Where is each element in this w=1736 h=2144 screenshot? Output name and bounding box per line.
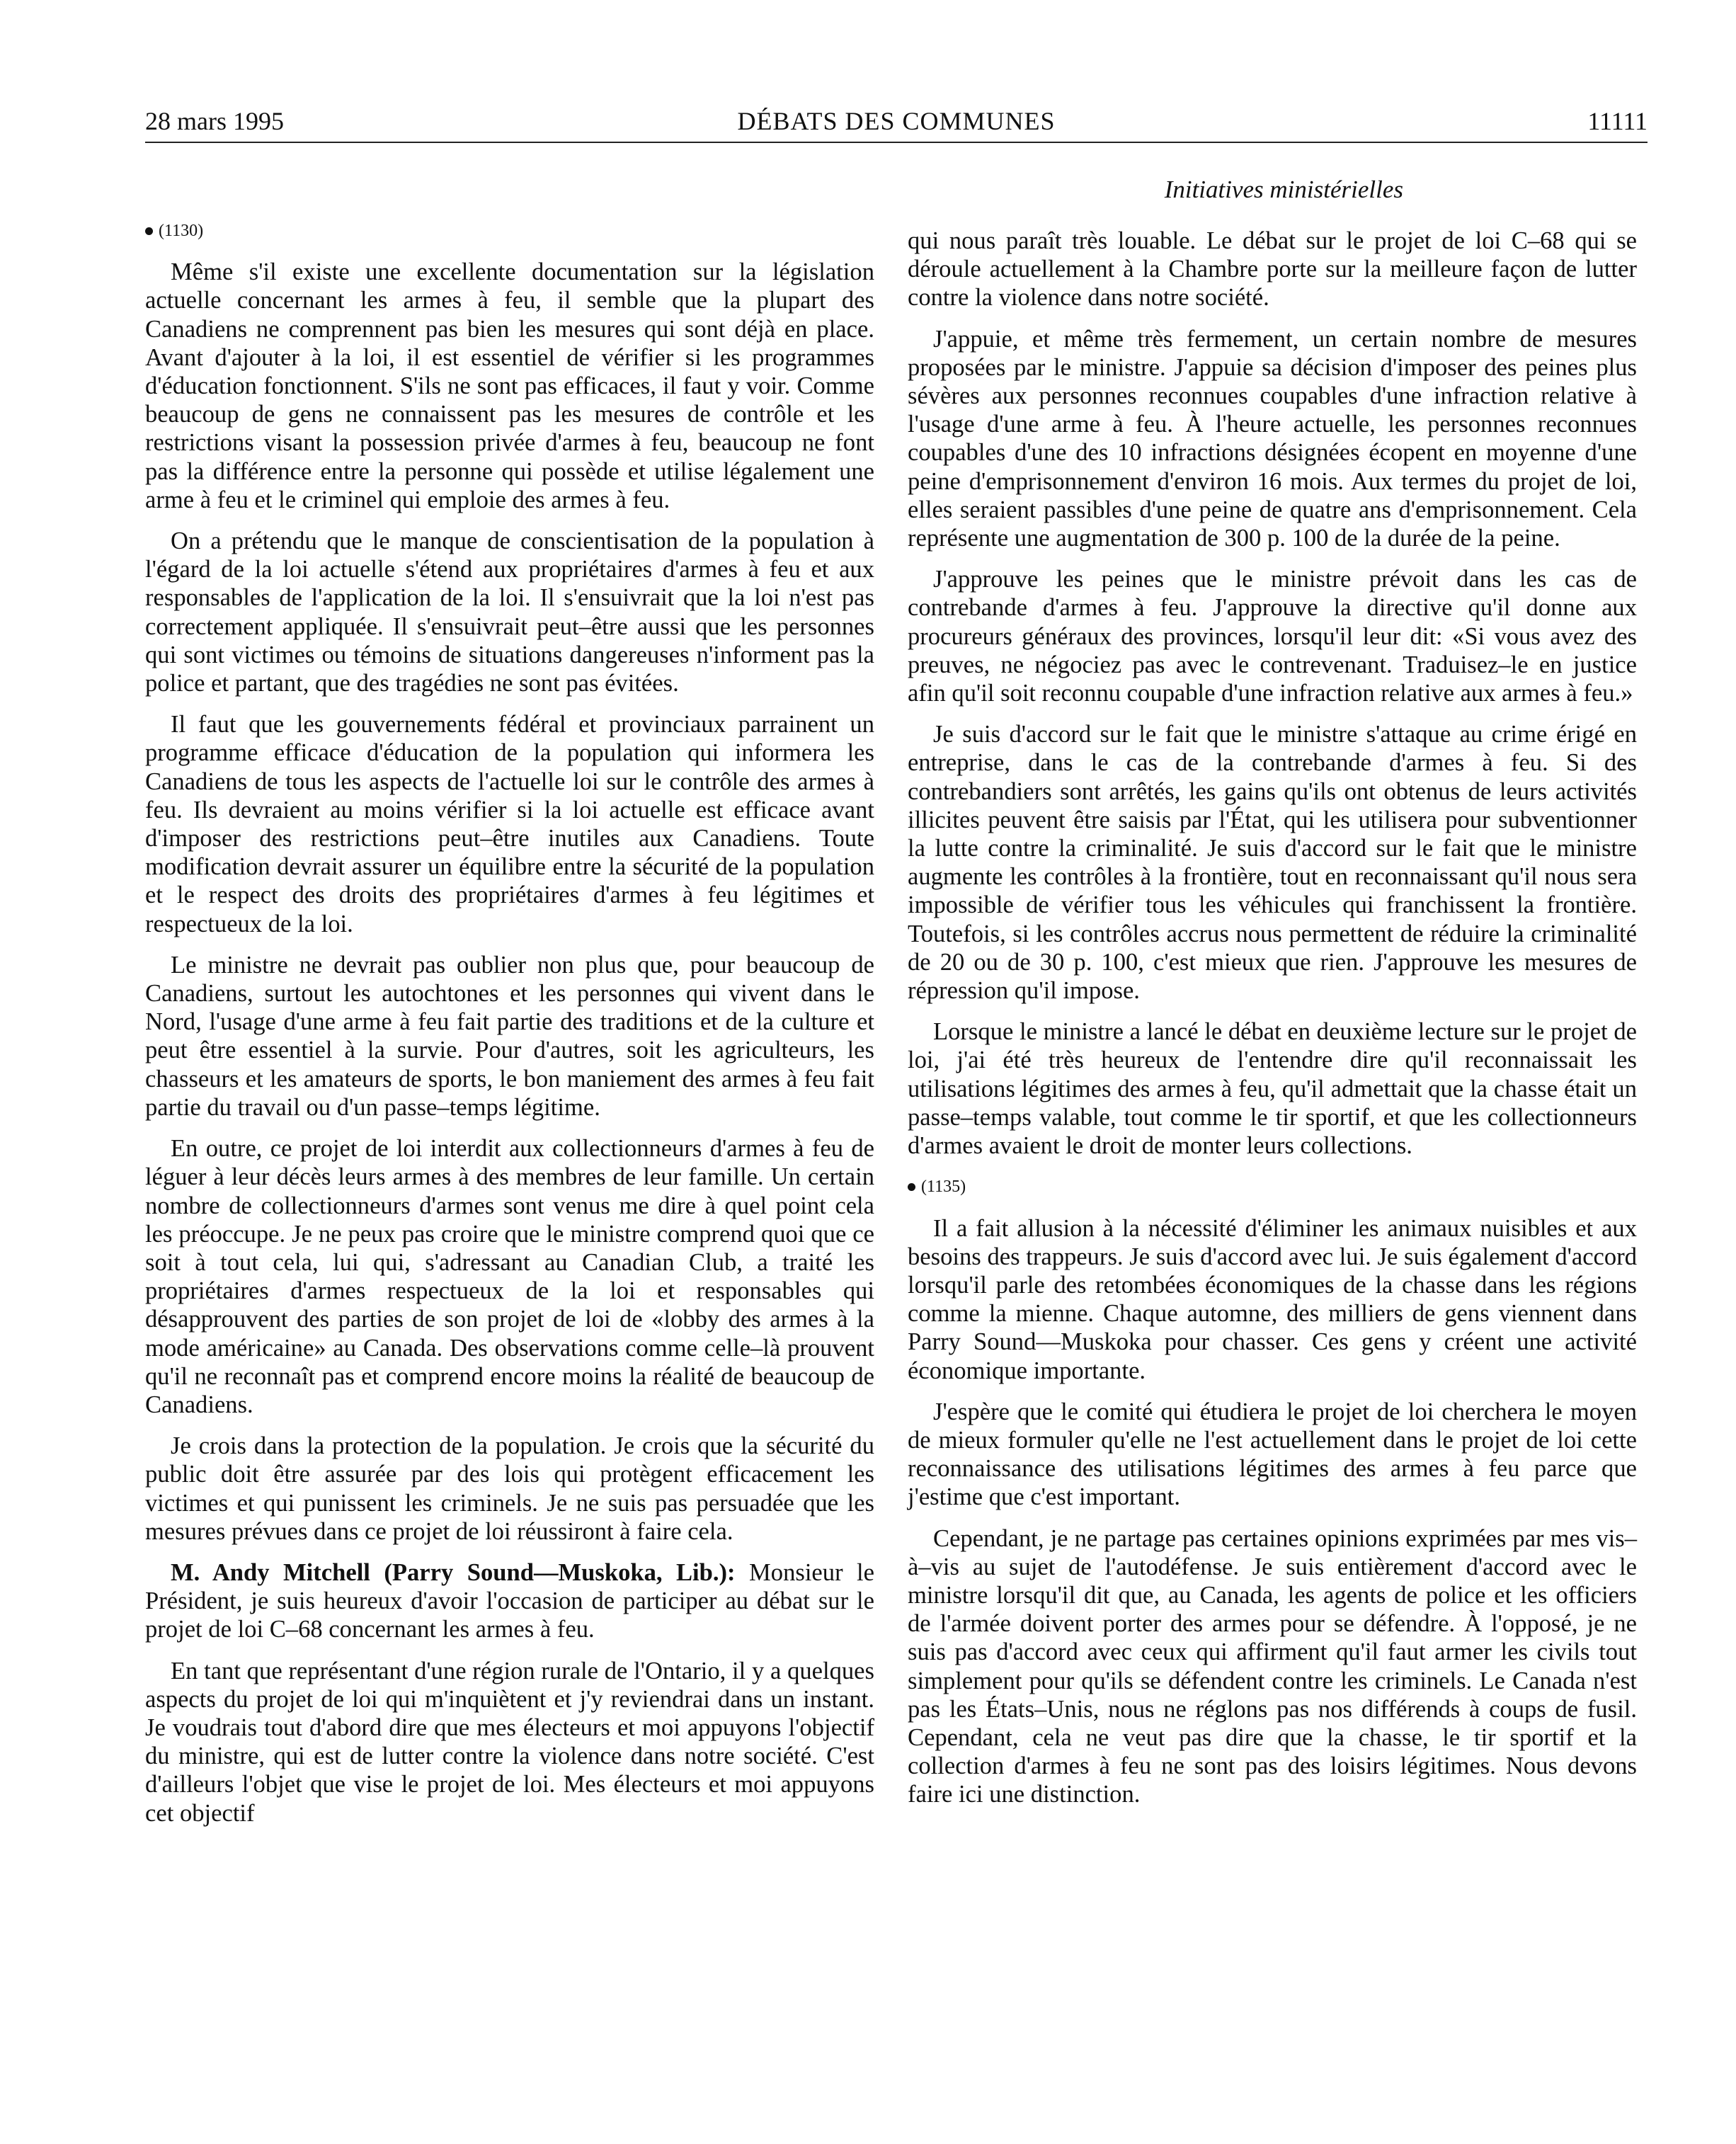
paragraph: Je crois dans la protection de la population. Je crois que la sécurité du public doit être assurée par des lois qui protègent efficacement les victimes et qui punissent les criminels. Je ne suis pas persuadée que les mesures prévues dans ce projet de loi réussiront à faire cela.: [145, 1432, 874, 1545]
paragraph: Il faut que les gouvernements fédéral et provinciaux parrainent un programme efficace d'éducation de la population qui informera les Canadiens de tous les aspects de l'actuelle loi sur le contrôle des armes à feu. Ils devraient au moins vérifier si la loi actuelle est efficace avant d'imposer des restrictions peut–être inutiles aux Canadiens. Toute modification devrait assurer un équilibre entre la sécurité de la population et le respect des droits des propriétaires d'armes à feu légitimes et respectueux de la loi.: [145, 711, 874, 937]
page-header: [145, 99, 1648, 143]
left-column: [145, 212, 874, 1840]
paragraph: Cependant, je ne partage pas certaines opinions exprimées par mes vis–à–vis au sujet de l'autodéfense. Je suis entièrement d'accord avec le ministre lorsqu'il dit que, au Canada, les agents de police et les officiers de l'armée doivent porter des armes pour se défendre. À l'opposé, je ne suis pas d'accord avec ceux qui affirment qu'il faut armer les civils tout simplement pour qu'ils se défendent contre les criminels. Le Canada n'est pas les États–Unis, nous ne réglons pas nos différends à coups de fusil. Cependant, cela ne veut pas dire que la chasse, le tir sportif et la collection d'armes à feu ne sont pas des loisirs légitimes. Nous devons faire ici une distinction.: [908, 1524, 1637, 1808]
header-date: 28 mars 1995: [145, 107, 284, 135]
paragraph: J'approuve les peines que le ministre prévoit dans les cas de contrebande d'armes à feu. J'approuve la directive qu'il donne aux procureurs généraux des provinces, lorsqu'il leur dit: «Si vous avez des preuves, ne négociez pas avec le contrevenant. Traduisez–le en justice afin qu'il soit reconnu coupable d'une infraction relative aux armes à feu.»: [908, 566, 1637, 707]
paragraph: En tant que représentant d'une région rurale de l'Ontario, il y a quelques aspects du projet de loi qui m'inquiètent et j'y reviendrai dans un instant. Je voudrais tout d'abord dire que mes électeurs et moi appuyons l'objectif du ministre, qui est de lutter contre la violence dans notre société. C'est d'ailleurs l'objet que vise le projet de loi. Mes électeurs et moi appuyons cet objectif: [145, 1657, 874, 1827]
timestamp-text: (1135): [921, 1178, 966, 1197]
paragraph: qui nous paraît très louable. Le débat sur le projet de loi C–68 qui se déroule actuellement à la Chambre porte sur la meilleure façon de lutter contre la violence dans notre société.: [908, 227, 1637, 312]
paragraph: J'appuie, et même très fermement, un certain nombre de mesures proposées par le ministre. J'appuie sa décision d'imposer des peines plus sévères aux personnes reconnues coupables d'une infraction relative à l'usage d'une arme à feu. À l'heure actuelle, les personnes reconnues coupables d'une des 10 infractions désignées écopent en moyenne d'une peine d'emprisonnement d'environ 16 mois. Aux termes du projet de loi, elles seraient passibles d'une peine de quatre ans d'emprisonnement. Cela représente une augmentation de 300 p. 100 de la durée de la peine.: [908, 325, 1637, 552]
paragraph: Le ministre ne devrait pas oublier non plus que, pour beaucoup de Canadiens, surtout les autochtones et les personnes qui vivent dans le Nord, l'usage d'une arme à feu fait partie des traditions et de la culture et peut être essentiel à la survie. Pour d'autres, soit les agriculteurs, les chasseurs et les amateurs de sports, le bon maniement des armes à feu fait partie du travail ou d'un passe–temps légitime.: [145, 951, 874, 1121]
speaker-name: M. Andy Mitchell (Parry Sound—Muskoka, Lib.):: [171, 1558, 736, 1586]
paragraph: J'espère que le comité qui étudiera le projet de loi cherchera le moyen de mieux formuler qu'elle ne l'est actuellement dans le projet de loi cette reconnaissance des utilisations légitimes des armes à feu parce que j'estime que c'est important.: [908, 1398, 1637, 1511]
paragraph: Lorsque le ministre a lancé le débat en deuxième lecture sur le projet de loi, j'ai été très heureux de l'entendre dire qu'il reconnaissait les utilisations légitimes des armes à feu, qu'il admettait que la chasse était un passe–temps valable, tout comme le tir sportif, et que les collectionneurs d'armes avaient le droit de monter leurs collections.: [908, 1018, 1637, 1160]
header-page-number: 11111: [1587, 107, 1648, 135]
header-title: DÉBATS DES COMMUNES: [737, 107, 1056, 135]
bullet-icon: [908, 1183, 915, 1191]
timestamp-1135: [908, 1173, 1637, 1201]
bullet-icon: [145, 227, 153, 235]
timestamp-1130: [145, 217, 874, 245]
paragraph: En outre, ce projet de loi interdit aux collectionneurs d'armes à feu de léguer à leur décès leurs armes à des membres de leur famille. Un certain nombre de collectionneurs d'armes sont venus me dire à quel point cela les préoccupe. Je ne peux pas croire que le ministre comprend quoi que ce soit à tout cela, lui qui, s'adressant au Canadian Club, a traité les propriétaires d'armes respectueux de la loi et responsables qui désapprouvent des parties de son projet de loi de «lobby des armes à la mode américaine» au Canada. Des observations comme celle–là prouvent qu'il ne reconnaît pas et comprend encore moins la réalité de beaucoup de Canadiens.: [145, 1135, 874, 1418]
paragraph: Je suis d'accord sur le fait que le ministre s'attaque au crime érigé en entreprise, dans le cas de la contrebande d'armes à feu. Si des contrebandiers sont arrêtés, les gains qu'ils ont obtenus de leurs activités illicites peuvent être saisis par l'État, qui les utilisera pour subventionner la lutte contre la criminalité. Je suis d'accord sur le fait que le ministre augmente les contrôles à la frontière, tout en reconnaissant qu'il nous sera impossible de vérifier tous les véhicules qui franchissent la frontière. Toutefois, si les contrôles accrus nous permettent de réduire la criminalité de 20 ou de 30 p. 100, c'est mieux que rien. J'approuve les mesures de répression qu'il impose.: [908, 721, 1637, 1005]
speaker-paragraph: [145, 1558, 874, 1644]
timestamp-text: (1130): [159, 222, 204, 240]
paragraph: Il a fait allusion à la nécessité d'éliminer les animaux nuisibles et aux besoins des trappeurs. Je suis d'accord avec lui. Je suis également d'accord lorsqu'il parle des retombées économiques de la chasse dans les régions comme la mienne. Chaque automne, des milliers de gens viennent dans Parry Sound—Muskoka pour chasser. Ces gens y créent une activité économique importante.: [908, 1214, 1637, 1384]
paragraph: On a prétendu que le manque de conscientisation de la population à l'égard de la loi actuelle s'étend aux propriétaires d'armes à feu et aux responsables de l'application de la loi. Il s'ensuivrait que la loi n'est pas correctement appliquée. Il s'ensuivrait peut–être aussi que les personnes qui sont victimes ou témoins de situations dangereuses n'informent pas la police et partant, que des tragédies ne sont pas évitées.: [145, 528, 874, 697]
section-title: Initiatives ministérielles: [1164, 176, 1403, 203]
right-column: [908, 227, 1637, 1822]
paragraph: Même s'il existe une excellente documentation sur la législation actuelle concernant les armes à feu, il semble que la plupart des Canadiens ne comprennent pas bien les mesures qui sont déjà en place. Avant d'ajouter à la loi, il est essentiel de vérifier si les programmes d'éducation fonctionnent. S'ils ne sont pas efficaces, il faut y voir. Comme beaucoup de gens ne connaissent pas les mesures de contrôle et les restrictions visant la possession privée d'armes à feu, beaucoup ne font pas la différence entre la personne qui possède et utilise légalement une arme à feu et le criminel qui emploie des armes à feu.: [145, 258, 874, 513]
speaker-text: Monsieur le Président, je suis heureux d'avoir l'occasion de participer au débat sur le projet de loi C–68 concernant les armes à feu.: [145, 1558, 874, 1643]
